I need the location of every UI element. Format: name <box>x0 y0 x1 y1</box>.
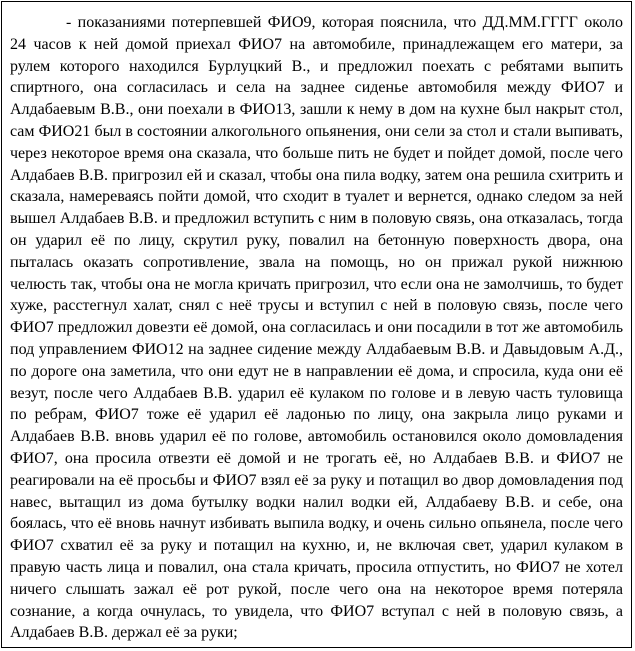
document-page <box>1 1 632 648</box>
testimony-paragraph: - показаниями потерпевшей ФИО9, которая пояснила, что ДД.ММ.ГГГГ около 24 часов к ней домой приехал ФИО7 на автомобиле, принадлежащем его матери, за рулем которого находился Бурлуцкий В., и предложил поехать с ребятами выпить спиртного, она согласилась и села на заднее сиденье автомобиля между ФИО7 и Алдабаевым В.В., они поехали в ФИО13, зашли к нему в дом на кухне был накрыт стол, сам ФИО21 был в состоянии алкогольного опьянения, они сели за стол и стали выпивать, через некоторое время она сказала, что больше пить не будет и пойдет домой, после чего Алдабаев В.В. пригрозил ей и сказал, чтобы она пила водку, затем она решила схитрить и сказала, намереваясь пойти домой, что сходит в туалет и вернется, однако следом за ней вышел Алдабаев В.В. и предложил вступить с ним в половую связь, она отказалась, тогда он ударил её по лицу, скрутил руку, повалил на бетонную поверхность двора, она пыталась оказать сопротивление, звала на помощь, но он прижал рукой нижнюю челюсть так, чтобы она не могла кричать пригрозил, что если она не замолчишь, то будет хуже, расстегнул халат, снял с неё трусы и вступил с ней в половую связь, после чего ФИО7 предложил довезти её домой, она согласилась и они посадили в тот же автомобиль под управлением ФИО12 на заднее сидение между Алдабаевым В.В. и Давыдовым А.Д., по дороге она заметила, что они едут не в направлении её дома, и спросила, куда они её везут, после чего Алдабаев В.В. ударил её кулаком по голове и в левую часть туловища по ребрам, ФИО7 тоже её ударил её ладонью по лицу, она закрыла лицо руками и Алдабаев В.В. вновь ударил её по голове, автомобиль остановился около домовладения ФИО7, она просила отвезти её домой и не трогать её, но Алдабаев В.В. и ФИО7 не реагировали на её просьбы и ФИО7 взял её за руку и потащил во двор домовладения под навес, вытащил из дома бутылку водки налил водки ей, Алдабаеву В.В. и себе, она боялась, что её вновь начнут избивать выпила водку, и очень сильно опьянела, после чего ФИО7 схватил её за руку и потащил на кухню, и, не включая свет, ударил кулаком в правую часть лица и повалил, она стала кричать, просила отпустить, но ФИО7 не хотел ничего слышать зажал её рот рукой, после чего она на некоторое время потеряла сознание, а когда очнулась, то увидела, что ФИО7 вступал с ней в половую связь, а Алдабаев В.В. держал её за руки; <box>10 14 623 642</box>
